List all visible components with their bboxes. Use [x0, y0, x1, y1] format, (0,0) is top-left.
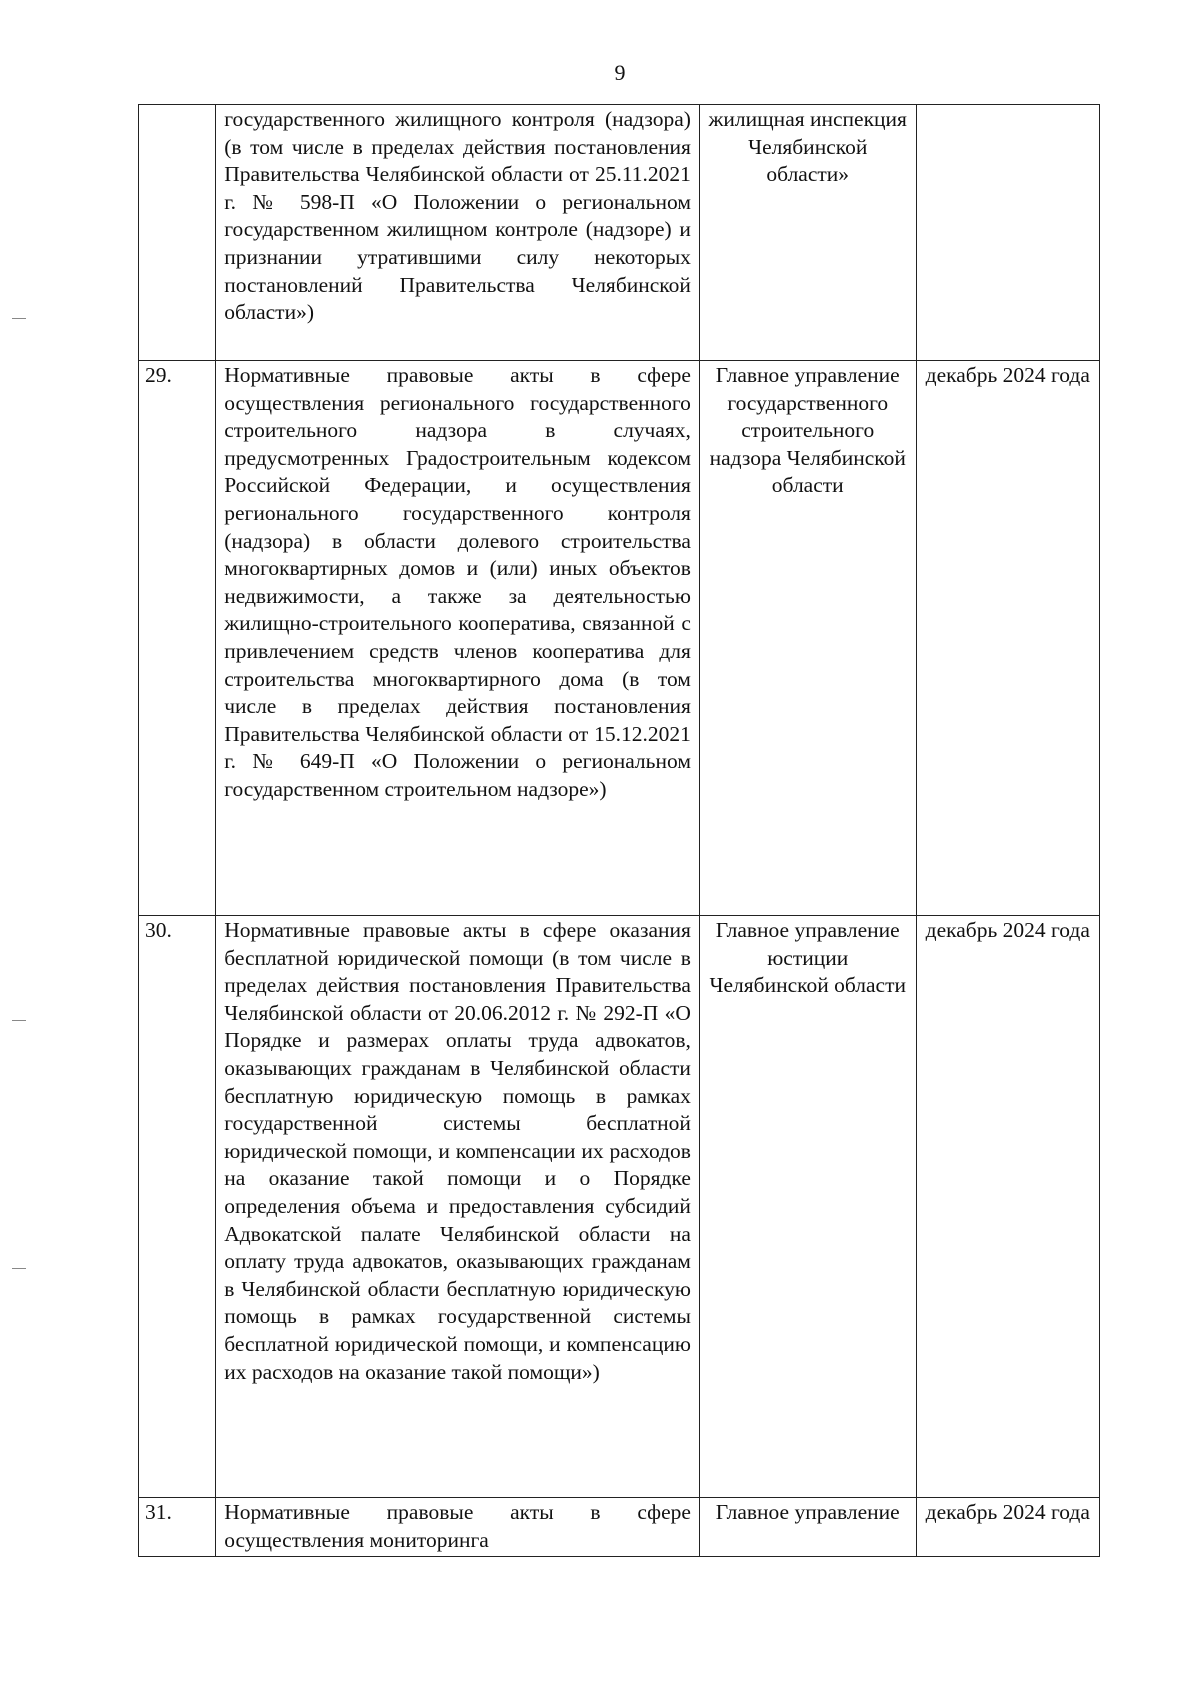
row-organization: Главное управление государственного строительного надзора Челябинской области: [699, 361, 916, 916]
row-deadline: [916, 105, 1099, 361]
page-number: 9: [614, 60, 626, 85]
row-organization: Главное управление юстиции Челябинской области: [699, 916, 916, 1498]
row-deadline: декабрь 2024 года: [916, 916, 1099, 1498]
table-row: [139, 105, 1100, 361]
table-row: [139, 916, 1100, 1498]
row-deadline: декабрь 2024 года: [916, 1498, 1099, 1557]
row-description: Нормативные правовые акты в сфере оказания бесплатной юридической помощи (в том числе в пределах действия постановления Правительства Челябинской области от 20.06.2012 г. № 292-П «О Порядке и размерах оплаты труда адвокатов, оказывающих гражданам в Челябинской области бесплатную юридическую помощь в рамках государственной системы бесплатной юридической помощи, и компенсации их расходов на оказание такой помощи и о Порядке определения объема и предоставления субсидий Адвокатской палате Челябинской области на оплату труда адвокатов, оказывающих гражданам в Челябинской области бесплатную юридическую помощь в рамках государственной системы бесплатной юридической помощи, и компенсацию их расходов на оказание такой помощи»): [216, 916, 700, 1498]
scan-margin-mark: [12, 318, 26, 319]
row-description: Нормативные правовые акты в сфере осуществления мониторинга: [216, 1498, 700, 1557]
row-deadline: декабрь 2024 года: [916, 361, 1099, 916]
row-number: 31.: [139, 1498, 216, 1557]
row-number: 29.: [139, 361, 216, 916]
scan-margin-mark: [12, 1268, 26, 1269]
row-description: государственного жилищного контроля (надзора) (в том числе в пределах действия постановления Правительства Челябинской области от 25.11.2021 г. № 598-П «О Положении о региональном государственном жилищном контроле (надзоре) и признании утратившими силу некоторых постановлений Правительства Челябинской области»): [216, 105, 700, 361]
row-number: 30.: [139, 916, 216, 1498]
scan-margin-mark: [12, 1020, 26, 1021]
table-row: [139, 1498, 1100, 1557]
row-organization: жилищная инспекция Челябинской области»: [699, 105, 916, 361]
row-description: Нормативные правовые акты в сфере осуществления регионального государственного строительного надзора в случаях, предусмотренных Градостроительным кодексом Российской Федерации, и осуществления регионального государственного контроля (надзора) в области долевого строительства многоквартирных домов и (или) иных объектов недвижимости, а также за деятельностью жилищно-строительного кооператива, связанной с привлечением средств членов кооператива для строительства многоквартирного дома (в том числе в пределах действия постановления Правительства Челябинской области от 15.12.2021 г. № 649-П «О Положении о региональном государственном строительном надзоре»): [216, 361, 700, 916]
table-row: [139, 361, 1100, 916]
row-number: [139, 105, 216, 361]
plan-table: [138, 104, 1100, 1557]
row-organization: Главное управление: [699, 1498, 916, 1557]
